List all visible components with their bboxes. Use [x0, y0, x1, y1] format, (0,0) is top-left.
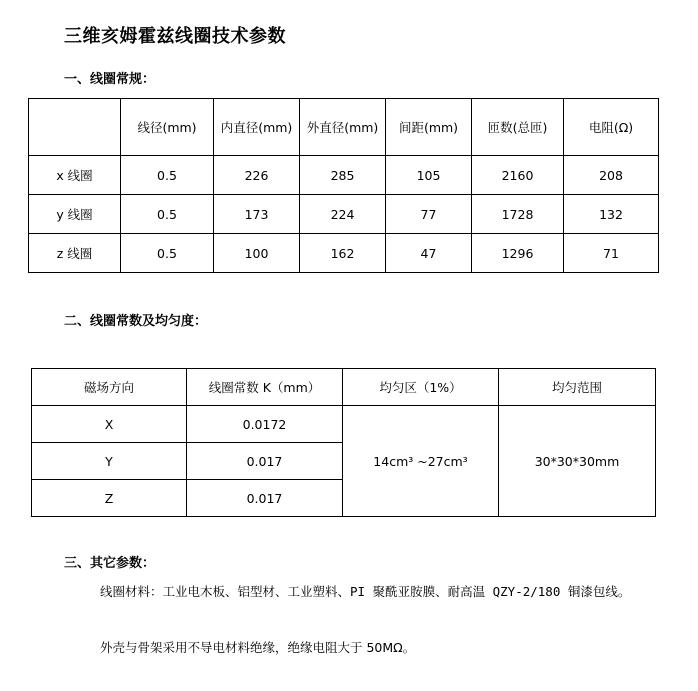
material-label: 线圈材料： — [100, 584, 163, 599]
header-cell: 匝数(总匝) — [472, 99, 564, 156]
table-cell: z 线圈 — [29, 234, 121, 273]
uniform-zone-cell: 14cm³ ~27cm³ — [343, 406, 499, 517]
table-cell: X — [32, 406, 187, 443]
material-paragraph — [100, 581, 640, 603]
table-header-row — [29, 99, 659, 156]
table-cell: 162 — [300, 234, 386, 273]
header-cell: 线径(mm) — [121, 99, 214, 156]
table-cell: 0.017 — [187, 443, 343, 480]
table-cell: 0.5 — [121, 195, 214, 234]
table-cell: Z — [32, 480, 187, 517]
table-cell: 105 — [386, 156, 472, 195]
table-cell: 0.017 — [187, 480, 343, 517]
table-cell: x 线圈 — [29, 156, 121, 195]
header-cell: 线圈常数 K（mm） — [187, 369, 343, 406]
page-title: 三维亥姆霍兹线圈技术参数 — [64, 26, 286, 47]
table-row — [29, 195, 659, 234]
section2-heading: 二、线圈常数及均匀度： — [64, 314, 208, 329]
table-cell: 208 — [564, 156, 659, 195]
table-cell: 1296 — [472, 234, 564, 273]
table-row — [29, 156, 659, 195]
table-cell: 285 — [300, 156, 386, 195]
table-cell: 77 — [386, 195, 472, 234]
header-cell: 均匀区（1%） — [343, 369, 499, 406]
table-cell: 0.0172 — [187, 406, 343, 443]
table-cell: 1728 — [472, 195, 564, 234]
table-cell: 173 — [214, 195, 300, 234]
material-text: 工业电木板、铝型材、工业塑料、PI 聚酰亚胺膜、耐高温 QZY-2/180 铜漆包线。 — [162, 584, 631, 599]
header-cell: 均匀范围 — [499, 369, 656, 406]
table-cell: 2160 — [472, 156, 564, 195]
table-cell: 0.5 — [121, 156, 214, 195]
coil-constant-table — [31, 368, 656, 517]
table-row — [32, 406, 656, 443]
header-cell — [29, 99, 121, 156]
section1-heading: 一、线圈常规： — [64, 72, 156, 87]
coil-parameters-table — [28, 98, 659, 273]
table-cell: y 线圈 — [29, 195, 121, 234]
header-cell: 电阻(Ω) — [564, 99, 659, 156]
header-cell: 内直径(mm) — [214, 99, 300, 156]
table-row — [29, 234, 659, 273]
table-cell: 226 — [214, 156, 300, 195]
table-cell: 71 — [564, 234, 659, 273]
uniform-range-cell: 30*30*30mm — [499, 406, 656, 517]
table-cell: Y — [32, 443, 187, 480]
table-cell: 47 — [386, 234, 472, 273]
header-cell: 外直径(mm) — [300, 99, 386, 156]
header-cell: 间距(mm) — [386, 99, 472, 156]
table-header-row — [32, 369, 656, 406]
header-cell: 磁场方向 — [32, 369, 187, 406]
table-cell: 132 — [564, 195, 659, 234]
table-cell: 224 — [300, 195, 386, 234]
table-cell: 0.5 — [121, 234, 214, 273]
section3-heading: 三、其它参数： — [64, 556, 156, 571]
insulation-paragraph: 外壳与骨架采用不导电材料绝缘，绝缘电阻大于 50MΩ。 — [100, 640, 416, 655]
table-cell: 100 — [214, 234, 300, 273]
